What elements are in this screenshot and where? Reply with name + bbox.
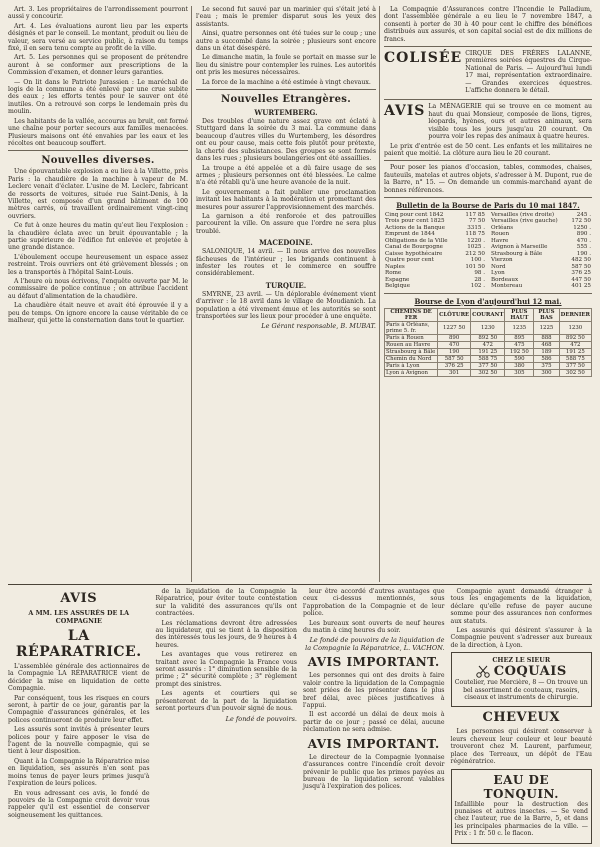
- bourse-tables: [384, 212, 592, 290]
- quote-value: 482 50: [571, 257, 591, 264]
- scissors-icon: [476, 665, 490, 679]
- lyon-cell-value: 892 50: [471, 334, 505, 341]
- section-rule: [8, 584, 592, 585]
- lyon-row: [385, 321, 592, 334]
- lyon-cell-value: 1225: [534, 321, 559, 334]
- quote-value: 376 25: [571, 270, 591, 277]
- avis-important-title: AVIS IMPORTANT.: [307, 655, 440, 670]
- quote-label: Actions de la Banque: [385, 224, 445, 231]
- column-rule: [379, 6, 380, 582]
- tonquin-text: Infaillible pour la destruction des punaises et autres insectes. — Se vend chez l'auteur, rue de la Barre, 5, et dans les principales pharmacies de la ville. — Prix : 1 fr. 50 c. le flacon.: [454, 800, 588, 838]
- quote-label: Versailles (rive droite): [491, 211, 555, 218]
- ad-text: Par conséquent, tous les risques en cours seront, à partir de ce jour, garantis par la Compagnie d'assurances générales, et les polices continueront de produire leur effet.: [8, 694, 150, 724]
- lyon-cell-name: Strasbourg à Bâle: [385, 348, 438, 355]
- quote-value: 190 .: [576, 250, 591, 257]
- section-heading: Nouvelles diverses.: [41, 155, 155, 167]
- bourse-row: [384, 283, 486, 290]
- lyon-cell-value: 300: [534, 369, 559, 376]
- lyon-cell-value: 892 50: [559, 334, 591, 341]
- article-text: Art. 3. Les propriétaires de l'arrondissement pourront aussi y concourir.: [8, 6, 188, 21]
- quote-value: 117 85: [465, 211, 485, 218]
- quote-label: Canal de Bourgogne: [385, 244, 443, 251]
- divider: [384, 99, 592, 100]
- ad-text: Les assurés sont invités à présenter leurs polices pour y faire apposer le visa de l'agent de la nouvelle compagnie, qui se tient à leur disposition.: [8, 726, 150, 756]
- ad-text: Les avantages que vous retirerez en traitant avec la Compagnie la France vous seront assurés : 1° diminution sensible de la prime ; 2° sécurité complète ; 3° règlement prompt des sinistres.: [155, 651, 297, 688]
- ad-text: leur être accordé d'autres avantages que ceux ci-dessus mentionnés, sous l'approbation de la Compagnie et de leur police.: [303, 588, 445, 618]
- lyon-cell-value: 380: [505, 362, 534, 369]
- ad-text: Quant à la Compagnie la Réparatrice mise en liquidation, ses assurés n'en sont pas moins tenus de payer leurs primes jusqu'à l'expiration de leurs polices.: [8, 757, 150, 788]
- lyon-cell-value: 305: [505, 369, 534, 376]
- lyon-bourse-table: [384, 308, 592, 377]
- lyon-cell-name: Chemin du Nord: [385, 355, 438, 362]
- divider: [384, 160, 592, 161]
- quote-label: Belgique: [385, 283, 411, 290]
- country-heading: MACEDOINE.: [259, 238, 313, 248]
- tonquin-ad: [451, 769, 593, 844]
- quote-value: 118 75: [465, 231, 485, 238]
- quote-label: Vierzon: [491, 257, 513, 264]
- quote-value: 28 .: [474, 276, 485, 283]
- lyon-cell-name: Paris à Lyon: [385, 362, 438, 369]
- quote-label: Havre: [491, 237, 509, 244]
- quote-label: Espagne: [385, 276, 410, 283]
- quote-label: Orléans: [491, 224, 514, 231]
- ad-text: de la liquidation de la Compagnie la Réparatrice, pour éviter toute contestation sur la validité des assurances qu'ils ont contractées.: [155, 588, 297, 618]
- lyon-cell-value: 189: [534, 348, 559, 355]
- quote-label: Rouen: [491, 231, 510, 238]
- ad-reparatrice: [8, 588, 150, 847]
- ad-text: Les bureaux sont ouverts de neuf heures du matin à cinq heures du soir.: [303, 619, 445, 635]
- lyon-cell-value: 1235: [505, 321, 534, 334]
- quote-label: Emprunt de 1844: [385, 231, 435, 238]
- lyon-row: [385, 341, 592, 348]
- avis-important-title: AVIS IMPORTANT.: [307, 736, 440, 751]
- divider: [196, 89, 376, 90]
- coquais-ad: [451, 652, 593, 707]
- ad-company: LA RÉPARATRICE.: [15, 628, 142, 660]
- quote-label: Trois pour cent 1825: [385, 218, 445, 225]
- quote-value: 890 .: [576, 231, 591, 238]
- quote-value: 401 25: [571, 283, 591, 290]
- lyon-cell-value: 302 50: [471, 369, 505, 376]
- quote-label: Cinq pour cent 1842: [385, 211, 444, 218]
- quote-value: 98 .: [474, 270, 485, 277]
- lyon-cell-value: 192 50: [505, 348, 534, 355]
- lyon-cell-value: 472: [471, 341, 505, 348]
- lyon-header: CHEMINS DE FER: [385, 308, 438, 321]
- article-text: Des troubles d'une nature assez grave ont éclaté à Stuttgard dans la soirée du 3 mai. La commune dans beaucoup d'autres villes du Wurtemberg, les désordres ont eu pour cause, mais cette fois plutôt pour prétexte, la cherté des subsistances. Des groupes se sont formés dans les rues ; plusieurs boulangeries ont été assaillies.: [196, 118, 376, 163]
- tonquin-title: EAU DE TONQUIN.: [483, 772, 559, 801]
- quote-label: Avignon à Marseille: [491, 244, 548, 251]
- article-text: Le dimanche matin, la foule se portait en masse sur le lieu du sinistre pour contempler les ruines. Les autorités ont pris les mesures nécessaires.: [196, 54, 376, 77]
- quote-value: 587 50: [571, 263, 591, 270]
- ad-avis-title: AVIS: [60, 591, 98, 606]
- quote-label: Montereau: [491, 283, 523, 290]
- column-rule: [191, 6, 192, 582]
- lyon-cell-value: 376 25: [438, 362, 471, 369]
- ad-reparatrice-cont: [156, 588, 298, 847]
- lyon-cell-value: 302 50: [559, 369, 591, 376]
- quote-value: 1220 .: [467, 237, 485, 244]
- signature: Le Gérant responsable, B. MUBAT.: [261, 322, 376, 331]
- avis-text: Le prix d'entrée est de 50 cent. Les enfants et les militaires ne paient que moitié. La clôture aura lieu le 20 courant.: [384, 142, 592, 157]
- article-text: La force de la machine a été estimée à vingt chevaux.: [202, 78, 371, 86]
- lyon-row: [385, 355, 592, 362]
- lyon-cell-name: Paris à Rouen: [385, 334, 438, 341]
- lyon-cell-value: 377 50: [471, 362, 505, 369]
- article-text: L'éboulement occupe heureusement un espace assez restreint. Trois ouvriers ont été grièvement blessés ; on les a transportés à l'hôpital Saint-Louis.: [8, 253, 188, 276]
- article-text: La troupe a été appelée et a dû faire usage de ses armes ; plusieurs personnes ont été blessées. Le calme n'a été rétabli qu'à une heure avancée de la nuit.: [196, 164, 376, 187]
- lyon-cell-value: 1230: [559, 321, 591, 334]
- coquais-name: COQUAIS: [493, 664, 567, 680]
- lyon-cell-value: 468: [534, 341, 559, 348]
- lyon-cell-value: 1227 50: [438, 321, 471, 334]
- quote-value: 102 .: [470, 283, 485, 290]
- ad-text: Les assurés qui désirent s'assurer à la Compagnie peuvent s'adresser aux bureaux de la direction, à Lyon.: [450, 627, 592, 649]
- coquais-text: Coutelier, rue Mercière, 8 — On trouve un bel assortiment de couteaux, rasoirs, ciseaux et instruments de chirurgie.: [454, 679, 588, 702]
- ad-text: Le directeur de la Compagnie lyonnaise d'assurances contre l'incendie croit devoir prévenir le public que les primes payées au bureau de la liquidation seront valables jusqu'à l'expiration des polices.: [303, 753, 445, 791]
- lyon-row: [385, 362, 592, 369]
- article-text: Les habitants de la vallée, accourus au bruit, ont formé une chaîne pour porter secours aux familles menacées. Plusieurs maisons ont été envahies par les eaux et les récoltes ont beaucoup souffert.: [8, 117, 188, 147]
- advertisements: [8, 588, 592, 838]
- colisee-ad: [384, 50, 592, 96]
- ad-text: Il est accordé un délai de deux mois à partir de ce jour ; passé ce délai, aucune réclamation ne sera admise.: [303, 711, 445, 734]
- article-text: SMYRNE, 23 avril. — Un déplorable événement vient d'arriver : le 18 avril dans le village de Moudianich. La population a été vivement émue et les autorités se sont transportées sur les lieux pour procéder à une enquête.: [196, 290, 376, 320]
- quote-value: 172 50: [571, 218, 591, 225]
- coquais-header: CHEZ LE SIEUR: [492, 656, 551, 665]
- article-text: — On lit dans le Patriote Jurassien : Le maréchal de logis de la commune a été enlevé par une crue subite des eaux ; les efforts tentés pour le sauver ont été inutiles. On a retrouvé son corps le lendemain près du moulin.: [8, 78, 188, 116]
- bourse-table: [384, 212, 486, 290]
- quote-value: 3315 .: [467, 224, 485, 231]
- article-text: Le gouvernement a fait publier une proclamation invitant les habitants à la modération et promettant des mesures pour assurer l'approvisionnement des marchés.: [196, 188, 376, 211]
- cheveux-title: CHEVEUX: [482, 710, 560, 726]
- bourse-row: [384, 244, 486, 251]
- quote-label: Strasbourg à Bâle: [491, 250, 543, 257]
- article-text: SALONIQUE, 14 avril. — Il nous arrive des nouvelles fâcheuses de l'intérieur ; les brigands continuent à infester les routes et le commerce en souffre considérablement.: [196, 248, 376, 278]
- lyon-row: [385, 334, 592, 341]
- cheveux-text: Les personnes qui désirent conserver à leurs cheveux leur couleur et leur beauté trouveront chez M. Laurent, parfumeur, place des Terreaux, un dépôt de l'Eau régénératrice.: [450, 728, 592, 766]
- quote-label: Lyon: [491, 270, 505, 277]
- railway-row: [490, 218, 592, 225]
- lyon-cell-value: 895: [505, 334, 534, 341]
- lyon-cell-value: 586: [534, 355, 559, 362]
- colisee-title: COLISÉE: [384, 50, 463, 67]
- quote-value: 245 .: [576, 211, 591, 218]
- lyon-header: CLÔTURE: [438, 308, 471, 321]
- country-heading: TURQUIE.: [265, 280, 307, 290]
- lyon-cell-name: Rouen au Havre: [385, 341, 438, 348]
- quote-value: 212 50: [465, 250, 485, 257]
- railway-table: [490, 212, 592, 290]
- notice-text: La Compagnie d'Assurances contre l'Incendie le Palladium, dont l'assemblée générale a eu lieu le 7 novembre 1847, a consenti à porter de 30 à 40 pour cent le chiffre des bénéfices distribués aux assurés, et son capital social est de dix millions de francs.: [384, 6, 592, 43]
- lyon-cell-value: 470: [438, 341, 471, 348]
- quote-value: 555 .: [576, 244, 591, 251]
- article-text: La garnison a été renforcée et des patrouilles parcourent la ville. On assure que l'ordre ne sera plus troublé.: [196, 212, 376, 235]
- lyon-header: PLUS HAUT: [505, 308, 534, 321]
- lyon-row: [385, 348, 592, 355]
- quote-value: 447 50: [571, 276, 591, 283]
- quote-value: 1025 .: [467, 244, 485, 251]
- lyon-cell-value: 191 25: [559, 348, 591, 355]
- column-middle: [196, 6, 376, 581]
- lyon-cell-value: 191 25: [471, 348, 505, 355]
- quote-label: Naples: [385, 263, 405, 270]
- column-right: [384, 6, 592, 581]
- ad-text: Compagnie ayant demandé étranger à tous les engagements de la liquidation, déclare qu'elle refuse de payer aucune somme pour des assurances non conformes aux statuts.: [450, 588, 592, 625]
- lyon-cell-value: 588 75: [471, 355, 505, 362]
- ad-signature: Le fondé de pouvoirs de la liquidation de la Compagnie la Réparatrice, L. VACHON.: [305, 636, 445, 653]
- avis-ad: [384, 103, 592, 142]
- railway-row: [490, 283, 592, 290]
- divider: [384, 293, 592, 294]
- quote-label: Obligations de la Ville: [385, 237, 448, 244]
- article-text: Ce fut à onze heures du matin qu'eut lieu l'explosion : la chaudière éclata avec un bruit épouvantable ; la partie supérieure de l'édifice fut enlevée et projetée à une grande distance.: [8, 222, 188, 252]
- colisee-text: CIRQUE DES FRÈRES LALANNE, premières soirées équestres du Cirque-National de Paris. — Aujourd'hui lundi 17 mai, représentation extraordinaire. — Grandes exercices équestres. L'affiche donnera le détail.: [465, 50, 592, 95]
- quote-value: 470 .: [576, 237, 591, 244]
- ad-audience: A MM. LES ASSURÉS DE LA COMPAGNIE: [28, 609, 130, 625]
- quote-value: 100 .: [470, 257, 485, 264]
- country-heading: WURTEMBERG.: [254, 108, 318, 118]
- divider: [8, 150, 188, 151]
- lyon-cell-name: Lyon à Avignon: [385, 369, 438, 376]
- lyon-row: [385, 369, 592, 376]
- article-text: Une épouvantable explosion a eu lieu à la Villette, près Paris : la chaudière de la machine à vapeur de M. Leclerc venait d'éclater. L'usine de M. Leclerc, fabricant de ressorts de voitures, située rue Saint-Denis, à la Villette, est composée d'un grand bâtiment de 100 mètres carrés, où travaillent ordinairement vingt-cinq ouvriers.: [8, 168, 188, 220]
- notice-text: Pour poser les pianos d'occasion, tables, commodes, chaises, fauteuils, matelas et autres objets, s'adresser à M. Dupont, rue de la Barre, n° 15. — On demande un commis-marchand ayant de bonnes références.: [384, 164, 592, 194]
- ad-text: Les réclamations devront être adressées au liquidateur, qui se tient à la disposition des intéressés tous les jours, de 9 heures à 4 heures.: [155, 619, 297, 649]
- ad-signature: Le fondé de pouvoirs.: [225, 714, 297, 723]
- lyon-cell-value: 475: [505, 341, 534, 348]
- article-text: A l'heure où nous écrivons, l'enquête ouverte par M. le commissaire de police continue ; on attribue l'accident au défaut d'alimentation de la chaudière.: [8, 278, 188, 300]
- article-text: Art. 4. Les évaluations auront lieu par les experts désignés et par le conseil. Le montant, produit ou lieu de valeur, sera versé au service public, à raison du temps fixé, il en sera tenu compte au profit de la ville.: [8, 22, 188, 53]
- article-text: Le second fut sauvé par un marinier qui s'était jeté à l'eau ; mais le premier disparut sous les yeux des assistants.: [196, 6, 376, 28]
- lyon-cell-value: 472: [559, 341, 591, 348]
- lyon-bourse-title: Bourse de Lyon d'aujourd'hui 12 mai.: [414, 296, 562, 306]
- divider: [384, 46, 592, 47]
- lyon-cell-name: Paris à Orléans, prime 5. fr.: [385, 321, 438, 334]
- quote-label: Caisse hypothécaire: [385, 250, 443, 257]
- quote-value: 101 50: [465, 263, 485, 270]
- lyon-cell-value: 588 75: [559, 355, 591, 362]
- lyon-cell-value: 301: [438, 369, 471, 376]
- lyon-cell-value: 377 50: [559, 362, 591, 369]
- avis-title: AVIS: [384, 103, 426, 120]
- lyon-header: COURANT: [471, 308, 505, 321]
- lyon-cell-value: 375: [534, 362, 559, 369]
- ad-text: Les personnes qui ont des droits à faire valoir contre la liquidation de la Compagnie sont priées de les présenter dans le plus bref délai, avec pièces justificatives à l'appui.: [303, 672, 445, 710]
- lyon-cell-value: 1230: [471, 321, 505, 334]
- lyon-cell-value: 890: [438, 334, 471, 341]
- section-heading: Nouvelles Etrangères.: [221, 94, 351, 106]
- quote-value: 77 50: [468, 218, 485, 225]
- quote-label: Quatre pour cent: [385, 257, 434, 264]
- quote-label: Versailles (rive gauche): [491, 218, 558, 225]
- ad-avis-important: [303, 588, 445, 847]
- article-text: Art. 5. Les personnes qui se proposent de prétendre auront à se conformer aux prescriptions de la Commission d'examen, et donner leurs garanties.: [8, 54, 188, 77]
- quote-label: Rome: [385, 270, 402, 277]
- quote-label: Bordeaux: [491, 276, 519, 283]
- quote-value: 1250 .: [573, 224, 591, 231]
- avis-text: La MÉNAGERIE qui se trouve en ce moment au haut du quai Monsieur, composée de lions, tigres, léopards, hyènes, ours et autres animaux, sera visible tous les jours jusqu'au 20 courant. On pourra voir les repas des animaux à quatre heures.: [428, 103, 592, 141]
- bourse-row: [384, 218, 486, 225]
- ad-text: Les agents et courtiers qui se présenteront de la part de la liquidation seront porteurs d'un pouvoir signé de nous.: [155, 690, 297, 713]
- lyon-cell-value: 587 50: [438, 355, 471, 362]
- ad-merchants: [451, 588, 593, 847]
- bourse-title: Bulletin de la Bourse de Paris du 10 mai 1847.: [396, 200, 580, 210]
- article-text: La chaudière était neuve et avait été éprouvée il y a peu de temps. On ignore encore la cause véritable de ce malheur, qui jette la consternation dans tout le quartier.: [8, 302, 188, 325]
- quote-label: Nord: [491, 263, 506, 270]
- divider: [384, 197, 592, 198]
- article-text: Ainsi, quatre personnes ont été tuées sur le coup ; une autre a succombé dans la soirée ; plusieurs sont encore dans un état désespéré.: [196, 30, 376, 53]
- lyon-header: DERNIER: [559, 308, 591, 321]
- lyon-header: PLUS BAS: [534, 308, 559, 321]
- railway-row: [490, 244, 592, 251]
- lyon-cell-value: 190: [438, 348, 471, 355]
- ad-text: En vous adressant ces avis, le fondé de pouvoirs de la Compagnie croit devoir vous rappeler qu'il est essentiel de conserver soigneusement les quittances.: [8, 789, 150, 819]
- column-left: [8, 6, 188, 581]
- ad-text: L'assemblée générale des actionnaires de la Compagnie LA RÉPARATRICE vient de décider la mise en liquidation de cette Compagnie.: [8, 663, 150, 693]
- lyon-cell-value: 888: [534, 334, 559, 341]
- lyon-cell-value: 590: [505, 355, 534, 362]
